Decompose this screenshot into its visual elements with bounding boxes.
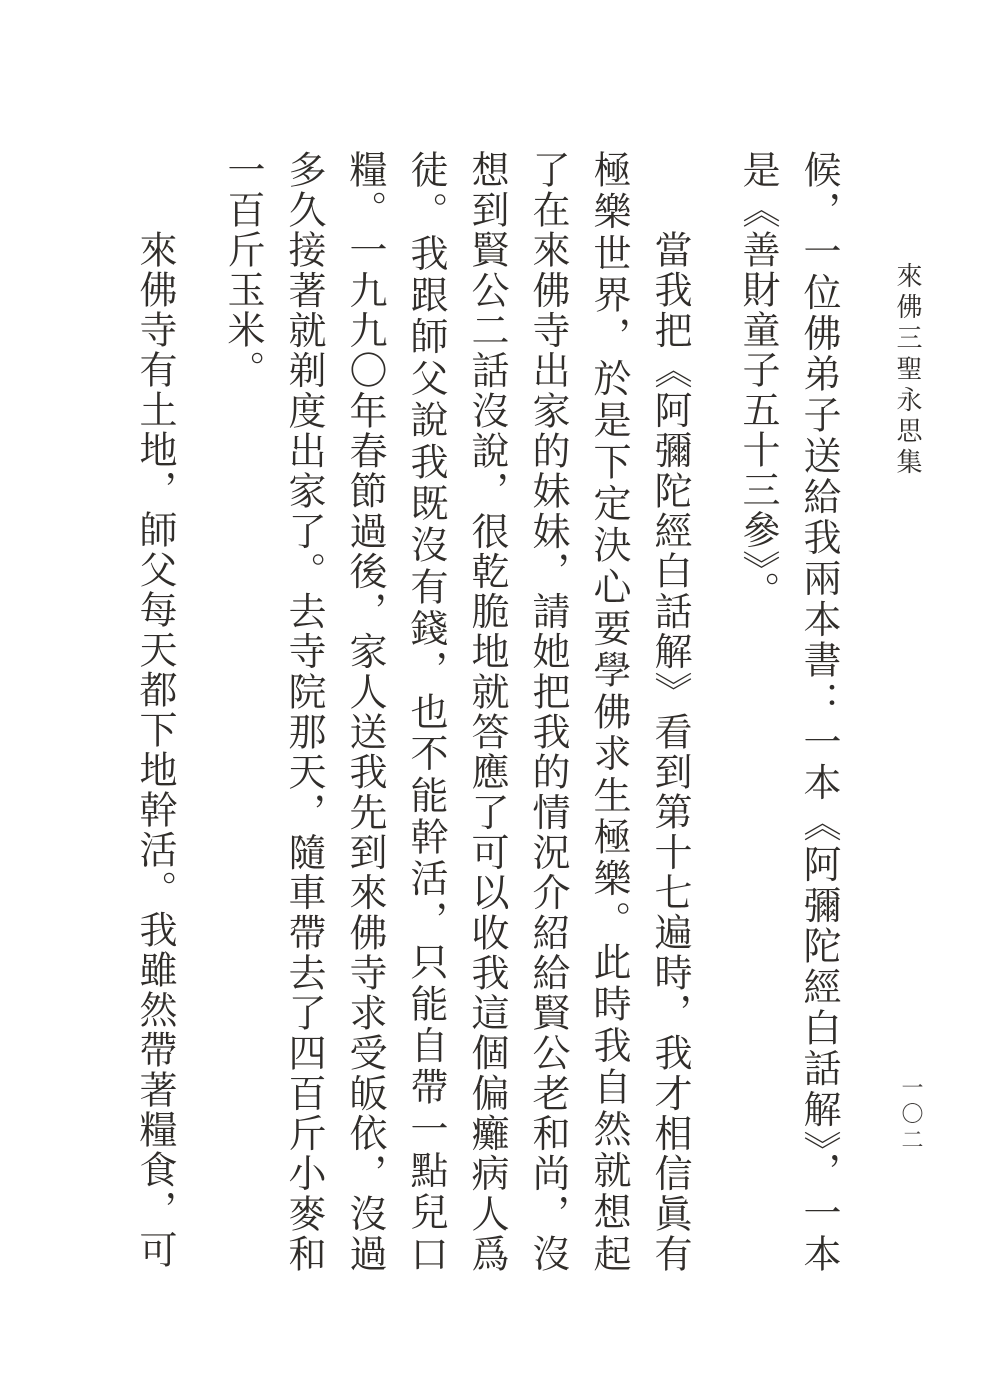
text-column: 極樂世界，於是下定決心要學佛求生極樂。此時我自然就想起 <box>587 150 629 1274</box>
running-head: 來佛三聖永思集 <box>893 262 922 479</box>
text-column: 想到賢公二話沒說，很乾脆地就答應了可以收我這個偏癱病人爲 <box>465 150 507 1274</box>
paragraph <box>211 150 699 1274</box>
page-number: 一〇二 <box>899 1076 924 1154</box>
text-column: 多久接著就剃度出家了。去寺院那天，隨車帶去了四百斤小麥和 <box>282 150 324 1274</box>
text-column: 了在來佛寺出家的妹妹，請她把我的情況介紹給賢公老和尚，沒 <box>526 150 568 1274</box>
text-column: 候，一位佛弟子送給我兩本書：一本《阿彌陀經白話解》，一本 <box>797 150 839 1274</box>
paragraph <box>726 150 848 1274</box>
text-column: 當我把《阿彌陀經白話解》看到第十七遍時，我才相信眞有 <box>648 230 690 1274</box>
body-text <box>123 150 848 1274</box>
text-column: 是《善財童子五十三參》。 <box>736 150 778 611</box>
text-column: 來佛寺有土地，師父每天都下地幹活。我雖然帶著糧食，可 <box>133 230 175 1270</box>
text-column: 糧。一九九〇年春節過後，家人送我先到來佛寺求受皈依，沒過 <box>343 150 385 1274</box>
text-column: 徒。我跟師父說我既沒有錢，也不能幹活，只能自帶一點兒口 <box>404 150 446 1274</box>
text-column: 一百斤玉米。 <box>221 150 263 390</box>
paragraph <box>123 150 184 1274</box>
